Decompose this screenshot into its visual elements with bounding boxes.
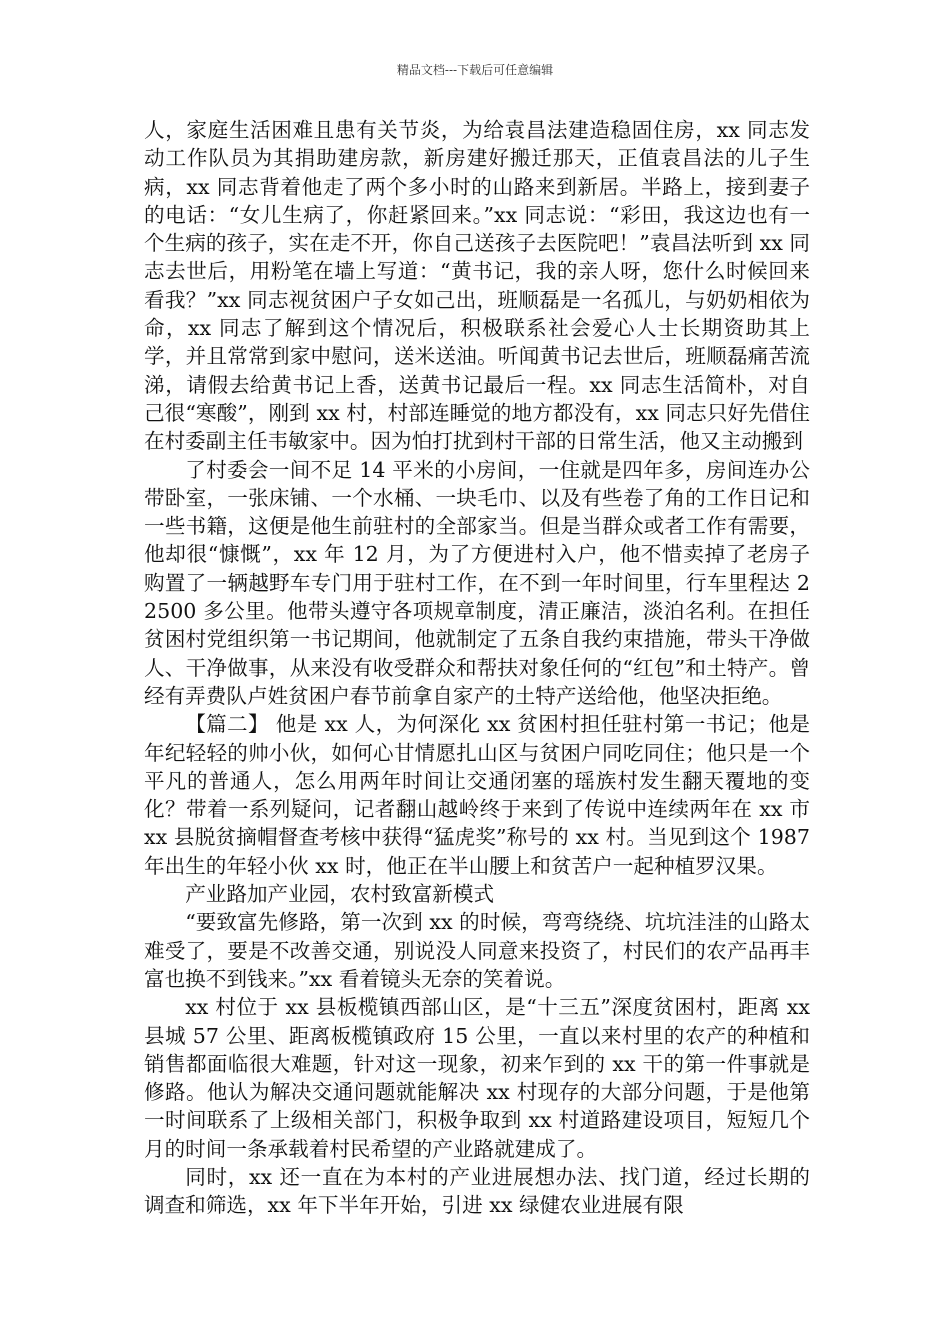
paragraph: “要致富先修路，第一次到 xx 的时候，弯弯绕绕、坑坑洼洼的山路太难受了，要是不改善交通，别说没人同意来投资了，村民们的农产品再丰富也换不到钱来。”xx 看着镜头无奈的笑着说。 bbox=[144, 910, 810, 991]
document-body bbox=[144, 116, 810, 1220]
paragraph: 同时，xx 还一直在为本村的产业进展想办法、找门道，经过长期的调查和筛选，xx 年下半年开始，引进 xx 绿健农业进展有限 bbox=[144, 1164, 810, 1218]
page-header: 精品文档---下载后可任意编辑 bbox=[396, 63, 554, 77]
paragraph: xx 村位于 xx 县板榄镇西部山区，是“十三五”深度贫困村，距离 xx 县城 57 公里、距离板榄镇政府 15 公里，一直以来村里的农产的种植和销售都面临很大难题，针对这一现象，初来乍到的 xx 干的第一件事就是修路。他认为解决交通问题就能解决 xx 村现存的大部分问题，于是他第一时间联系了上级相关部门，积极争取到 xx 村道路建设项目，短短几个月的时间一条承载着村民希望的产业路就建成了。 bbox=[144, 995, 810, 1161]
paragraph: 了村委会一间不足 14 平米的小房间，一住就是四年多，房间连办公带卧室，一张床铺、一个水桶、一块毛巾、以及有些卷了角的工作日记和一些书籍，这便是他生前驻村的全部家当。但是当群众或者工作有需要，他却很“慷慨”，xx 年 12 月，为了方便进村入户，他不惜卖掉了老房子购置了一辆越野车专门用于驻村工作，在不到一年时间里，行车里程达 22500 多公里。他带头遵守各项规章制度，清正廉洁，淡泊名利。在担任贫困村党组织第一书记期间，他就制定了五条自我约束措施，带头干净做人、干净做事，从来没有收受群众和帮扶对象任何的“红包”和土特产。曾经有弄费队卢姓贫困户春节前拿自家产的土特产送给他，他坚决拒绝。 bbox=[144, 457, 810, 708]
paragraph-continued: 人，家庭生活困难且患有关节炎，为给袁昌法建造稳固住房，xx 同志发动工作队员为其捐助建房款，新房建好搬迁那天，正值袁昌法的儿子生病，xx 同志背着他走了两个多小时的山路来到新居。半路上，接到妻子的电话：“女儿生病了，你赶紧回来。”xx 同志说：“彩田，我这边也有一个生病的孩子，实在走不开，你自己送孩子去医院吧！”袁昌法听到 xx 同志去世后，用粉笔在墙上写道：“黄书记，我的亲人呀，您什么时候回来看我？”xx 同志视贫困户子女如己出，班顺磊是一名孤儿，与奶奶相依为命，xx 同志了解到这个情况后，积极联系社会爱心人士长期资助其上学，并且常常到家中慰问，送米送油。听闻黄书记去世后，班顺磊痛苦流涕，请假去给黄书记上香，送黄书记最后一程。xx 同志生活简朴，对自己很“寒酸”，刚到 xx 村，村部连睡觉的地方都没有，xx 同志只好先借住在村委副主任韦敏家中。因为怕打扰到村干部的日常生活，他又主动搬到 bbox=[144, 118, 810, 454]
section-subheading: 产业路加产业园，农村致富新模式 bbox=[185, 882, 495, 907]
paragraph-section-two: 【篇二】 他是 xx 人，为何深化 xx 贫困村担任驻村第一书记；他是年纪轻轻的帅小伙，如何心甘情愿扎山区与贫困户同吃同住；他只是一个平凡的普通人，怎么用两年时间让交通闭塞的瑶族村发生翻天覆地的变化？带着一系列疑问，记者翻山越岭终于来到了传说中连续两年在 xx 市 xx 县脱贫摘帽督查考核中获得“猛虎奖”称号的 xx 村。当见到这个 1987 年出生的年轻小伙 xx 时，他正在半山腰上和贫苦户一起种植罗汉果。 bbox=[144, 712, 810, 878]
